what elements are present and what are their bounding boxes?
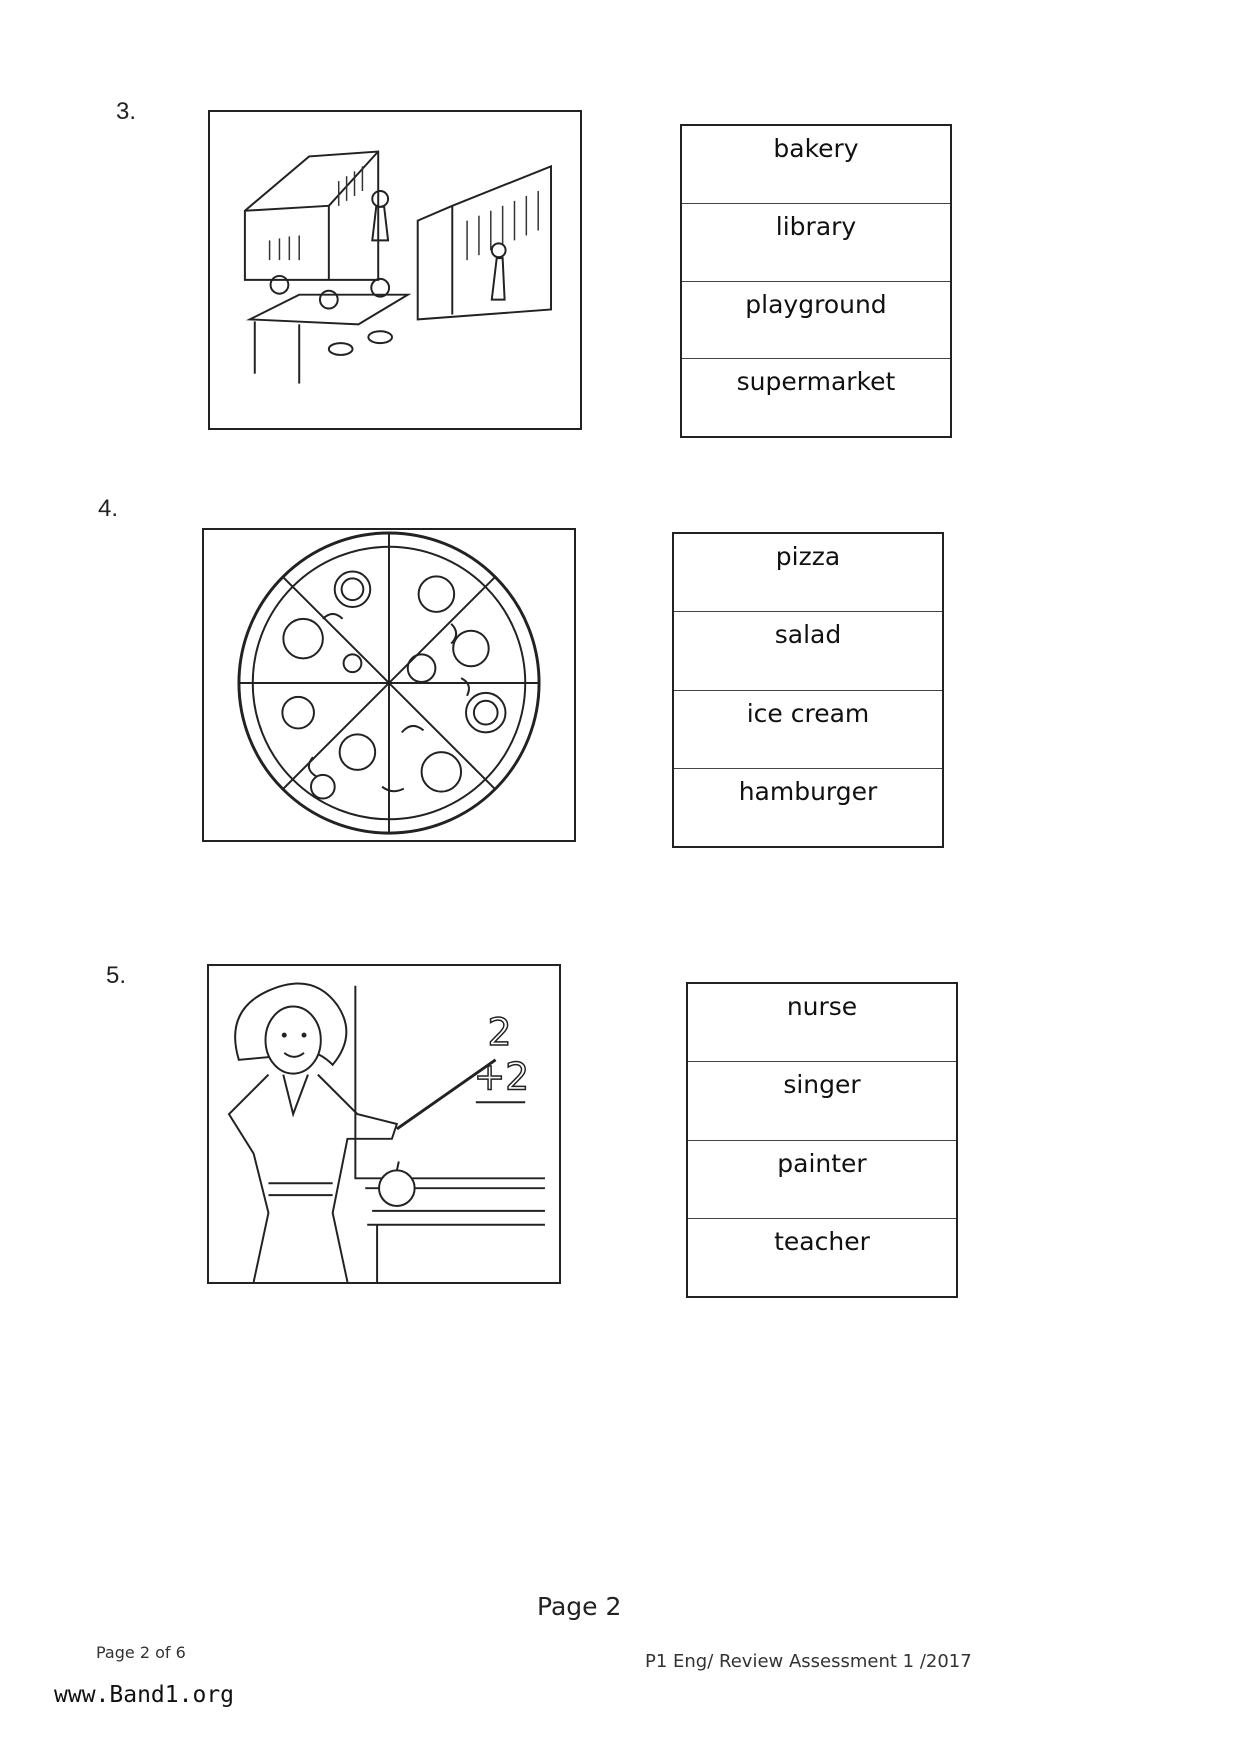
option-salad[interactable]: salad: [674, 612, 942, 690]
question-number-5: 5.: [106, 962, 127, 989]
option-hamburger[interactable]: hamburger: [738, 776, 878, 806]
option-teacher[interactable]: teacher: [774, 1226, 870, 1256]
question-number-4: 4.: [98, 495, 119, 522]
board-number-top: 2: [487, 1010, 512, 1054]
option-ice-cream[interactable]: ice cream: [674, 691, 942, 769]
assessment-title: P1 Eng/ Review Assessment 1 /2017: [645, 1651, 972, 1672]
library-scene-icon: [208, 110, 582, 430]
option-nurse[interactable]: nurse: [688, 984, 956, 1062]
option-pizza[interactable]: pizza: [674, 534, 942, 612]
option-supermarket[interactable]: supermarket: [736, 367, 896, 397]
page-label: Page 2: [537, 1592, 622, 1621]
answer-options-5: [686, 982, 958, 1298]
option-bakery[interactable]: bakery: [682, 126, 950, 204]
option-singer[interactable]: singer: [688, 1062, 956, 1140]
answer-options-3: [680, 124, 952, 438]
website-link[interactable]: www.Band1.org: [54, 1682, 235, 1708]
pizza-icon: [202, 528, 576, 842]
option-playground[interactable]: playground: [682, 282, 950, 360]
answer-options-4: [672, 532, 944, 848]
page-count: Page 2 of 6: [96, 1643, 186, 1662]
option-painter[interactable]: painter: [688, 1141, 956, 1219]
question-number-3: 3.: [116, 98, 137, 125]
option-library[interactable]: library: [682, 204, 950, 282]
board-number-bottom: +2: [473, 1054, 530, 1099]
teacher-icon: [207, 964, 561, 1284]
